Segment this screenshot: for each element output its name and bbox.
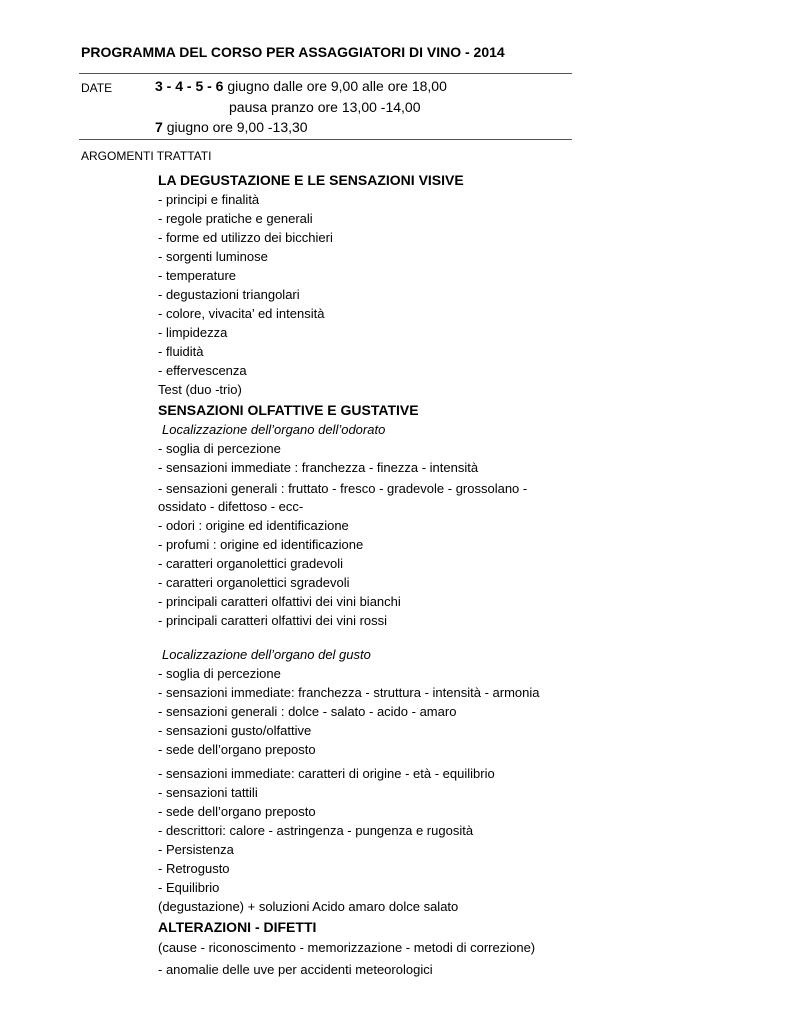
list-item: - caratteri organolettici sgradevoli bbox=[158, 575, 350, 590]
list-item: (degustazione) + soluzioni Acido amaro dolce salato bbox=[158, 899, 459, 914]
list-item: - degustazioni triangolari bbox=[158, 287, 300, 302]
lunch-break: pausa pranzo ore 13,00 -14,00 bbox=[229, 99, 421, 115]
list-item: - descrittori: calore - astringenza - pungenza e rugosità bbox=[158, 823, 474, 838]
list-item: - colore, vivacita’ ed intensità bbox=[158, 306, 325, 321]
subheading-gusto: Localizzazione dell’organo del gusto bbox=[162, 647, 371, 662]
page-title: PROGRAMMA DEL CORSO PER ASSAGGIATORI DI VINO - 2014 bbox=[81, 44, 505, 60]
list-item: - Persistenza bbox=[158, 842, 234, 857]
list-item: - principali caratteri olfattivi dei vini rossi bbox=[158, 613, 388, 628]
section-heading-olfattive: SENSAZIONI OLFATTIVE E GUSTATIVE bbox=[158, 402, 419, 418]
list-item: - forme ed utilizzo dei bicchieri bbox=[158, 230, 333, 245]
date-label: DATE bbox=[81, 81, 113, 95]
list-item: - sensazioni generali : fruttato - fresco - gradevole - grossolano - bbox=[158, 481, 528, 496]
date-line-3 bbox=[155, 119, 308, 135]
list-item: - principi e finalità bbox=[158, 192, 260, 207]
date-day-last: 7 bbox=[155, 119, 163, 135]
list-item: - sorgenti luminose bbox=[158, 249, 268, 264]
date-hours-main: giugno dalle ore 9,00 alle ore 18,00 bbox=[227, 78, 447, 94]
list-item: Test (duo -trio) bbox=[158, 382, 242, 397]
list-item: - caratteri organolettici gradevoli bbox=[158, 556, 343, 571]
topics-label: ARGOMENTI TRATTATI bbox=[81, 149, 212, 163]
list-item: ossidato - difettoso - ecc- bbox=[158, 499, 304, 514]
list-item: - fluidità bbox=[158, 344, 204, 359]
title-rule bbox=[79, 73, 572, 74]
list-item: (cause - riconoscimento - memorizzazione - metodi di correzione) bbox=[158, 940, 536, 955]
list-item: - principali caratteri olfattivi dei vini bianchi bbox=[158, 594, 401, 609]
date-hours-last: giugno ore 9,00 -13,30 bbox=[166, 119, 308, 135]
dates-rule bbox=[79, 139, 572, 140]
section-heading-visive: LA DEGUSTAZIONE E LE SENSAZIONI VISIVE bbox=[158, 172, 464, 188]
list-item: - soglia di percezione bbox=[158, 666, 281, 681]
subheading-odorato: Localizzazione dell’organo dell’odorato bbox=[162, 422, 386, 437]
list-item: - sensazioni gusto/olfattive bbox=[158, 723, 312, 738]
list-item: - sensazioni immediate: franchezza - struttura - intensità - armonia bbox=[158, 685, 540, 700]
section-heading-alterazioni: ALTERAZIONI - DIFETTI bbox=[158, 919, 317, 935]
list-item: - regole pratiche e generali bbox=[158, 211, 313, 226]
list-item: - sensazioni immediate: caratteri di origine - età - equilibrio bbox=[158, 766, 495, 781]
list-item: - sede dell’organo preposto bbox=[158, 742, 316, 757]
date-days-main: 3 - 4 - 5 - 6 bbox=[155, 78, 224, 94]
list-item: - profumi : origine ed identificazione bbox=[158, 537, 364, 552]
list-item: - limpidezza bbox=[158, 325, 228, 340]
date-line-1 bbox=[155, 78, 447, 94]
list-item: - odori : origine ed identificazione bbox=[158, 518, 349, 533]
list-item: - Retrogusto bbox=[158, 861, 230, 876]
list-item: - effervescenza bbox=[158, 363, 247, 378]
list-item: - temperature bbox=[158, 268, 237, 283]
list-item: - sede dell’organo preposto bbox=[158, 804, 316, 819]
list-item: - anomalie delle uve per accidenti meteorologici bbox=[158, 962, 433, 977]
list-item: - sensazioni generali : dolce - salato - acido - amaro bbox=[158, 704, 457, 719]
list-item: - Equilibrio bbox=[158, 880, 220, 895]
list-item: - sensazioni immediate : franchezza - finezza - intensità bbox=[158, 460, 479, 475]
list-item: - sensazioni tattili bbox=[158, 785, 258, 800]
list-item: - soglia di percezione bbox=[158, 441, 281, 456]
